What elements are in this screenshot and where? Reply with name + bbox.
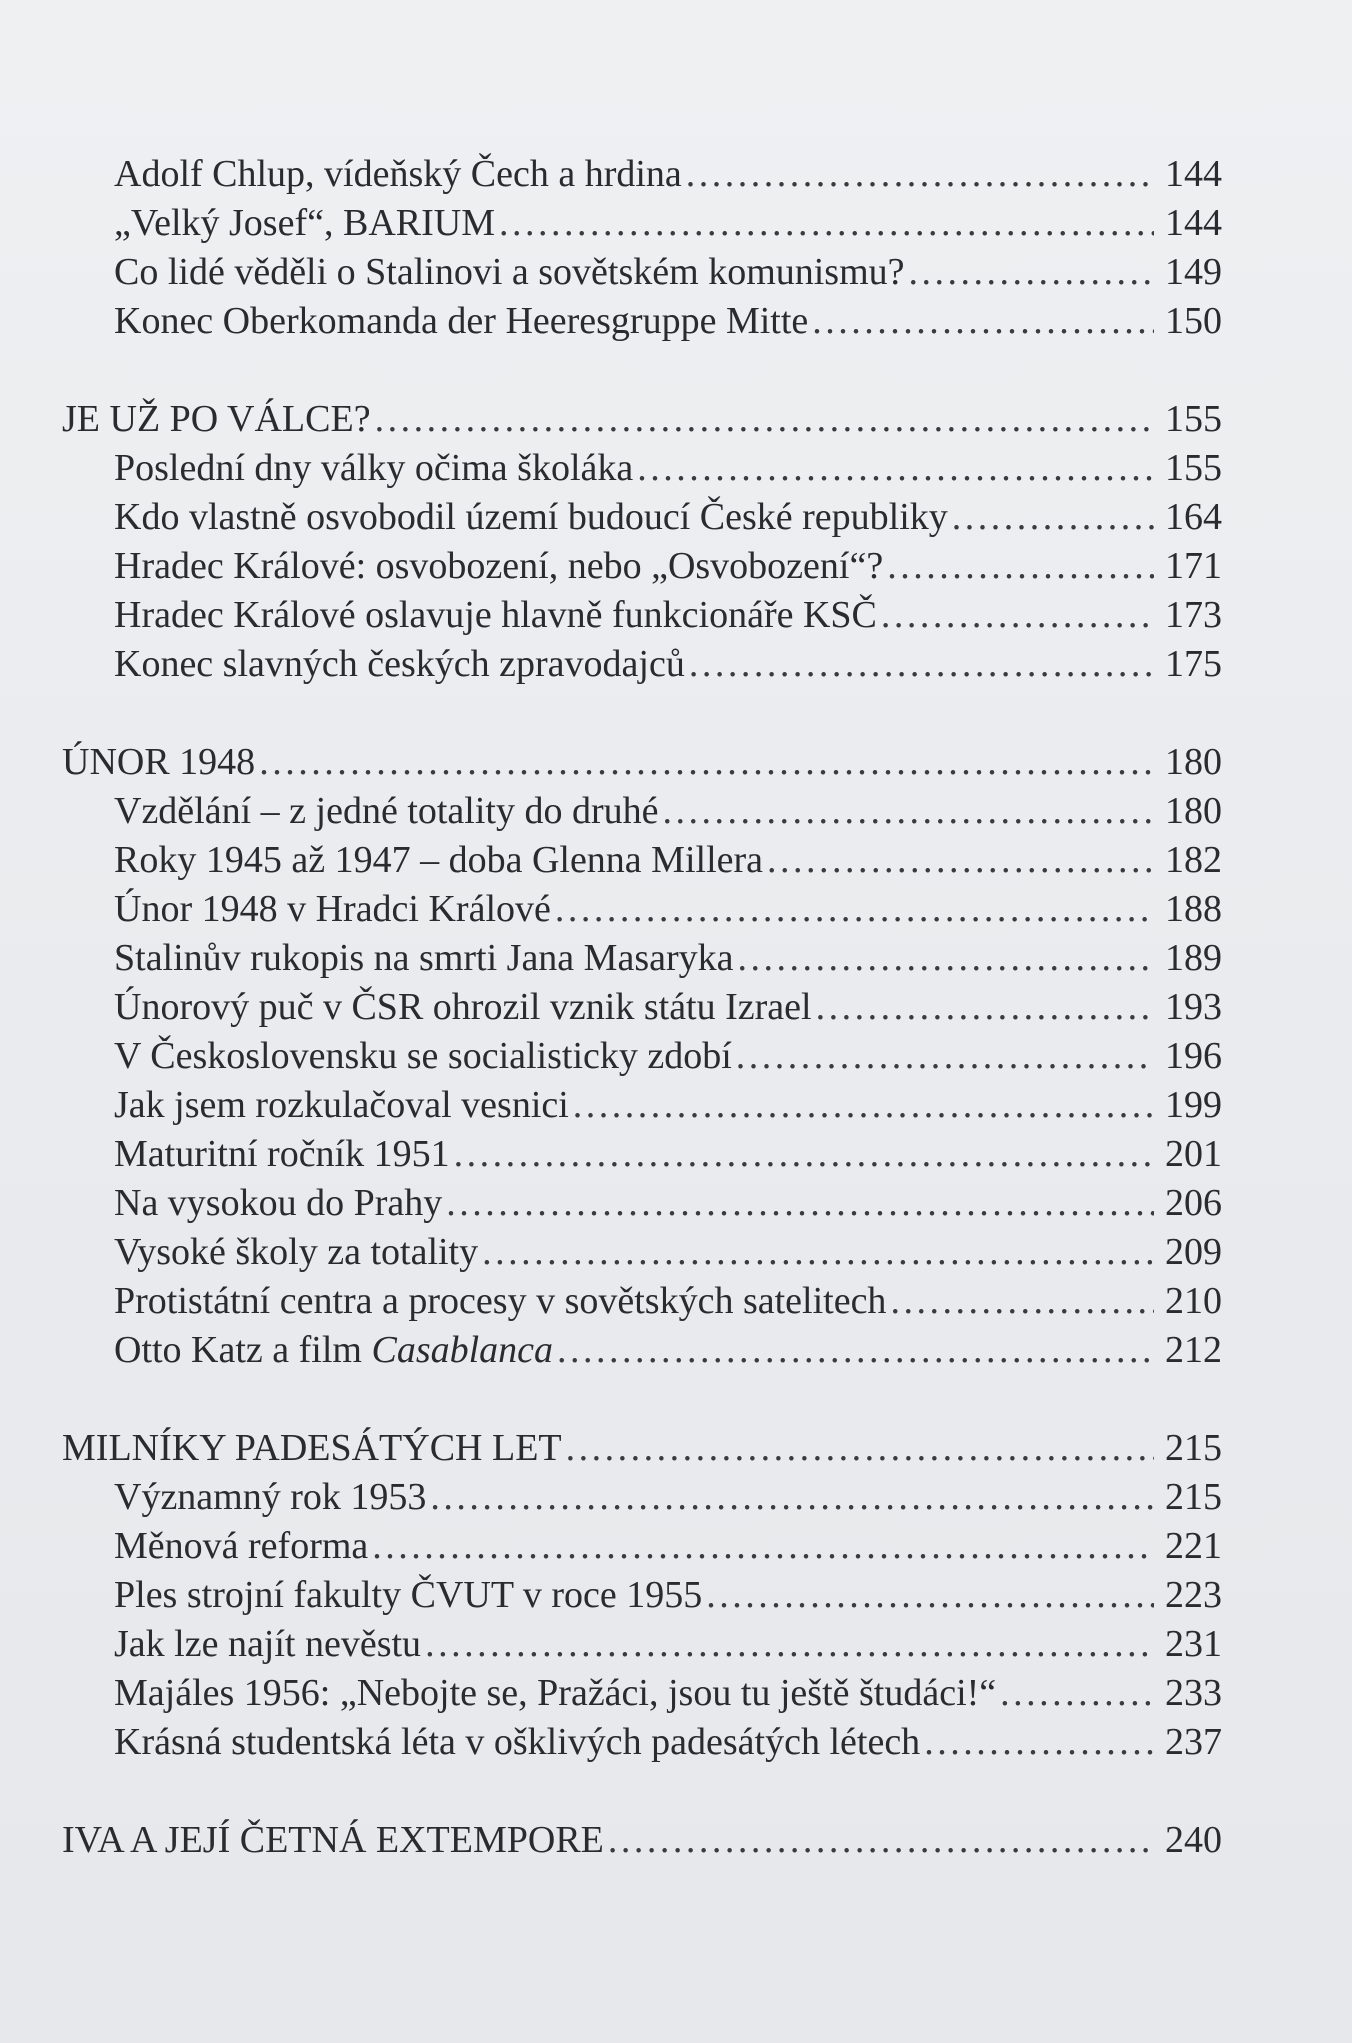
toc-chapter-entry [0,395,1352,444]
toc-subentry [0,591,1352,640]
toc-entry-title: Krásná studentská léta v ošklivých padesátých létech [114,1721,921,1763]
toc-entry-title: Hradec Králové oslavuje hlavně funkcionáře KSČ [114,594,877,636]
toc-subentry [0,787,1352,836]
toc-subentry [0,983,1352,1032]
toc-entry-title: IVA A JEJÍ ČETNÁ EXTEMPORE [62,1819,604,1861]
toc-subentry [0,150,1352,199]
dot-leader [887,542,1154,591]
toc-page-number: 193 [1165,986,1222,1028]
dot-leader [566,1424,1154,1473]
dot-leader [689,640,1154,689]
dot-leader [924,1718,1154,1767]
toc-entry-title: Kdo vlastně osvobodil území budoucí České republiky [114,496,948,538]
dot-leader [425,1620,1154,1669]
dot-leader [557,1326,1154,1375]
toc-page-number: 240 [1165,1819,1222,1861]
toc-page-number: 212 [1165,1329,1222,1371]
toc-subentry [0,248,1352,297]
toc-page-number: 171 [1165,545,1222,587]
toc-page-number: 189 [1165,937,1222,979]
toc-page-number: 209 [1165,1231,1222,1273]
toc-entry-title: Na vysokou do Prahy [114,1182,443,1224]
dot-leader [663,787,1155,836]
toc-page-number: 221 [1165,1525,1222,1567]
toc-entry-title: MILNÍKY PADESÁTÝCH LET [62,1427,562,1469]
toc-entry-title: Ples strojní fakulty ČVUT v roce 1955 [114,1574,703,1616]
toc-subentry [0,1228,1352,1277]
toc-subentry [0,297,1352,346]
toc-subentry [0,1620,1352,1669]
toc-entry-title: Protistátní centra a procesy v sovětských satelitech [114,1280,887,1322]
toc-subentry [0,1669,1352,1718]
toc-subentry [0,934,1352,983]
toc-page-number: 215 [1165,1427,1222,1469]
toc-subentry [0,885,1352,934]
toc-subentry [0,199,1352,248]
toc-subentry [0,1571,1352,1620]
dot-leader [446,1179,1154,1228]
toc-page-number: 231 [1165,1623,1222,1665]
toc-subentry [0,444,1352,493]
toc-subentry [0,640,1352,689]
dot-leader [372,1522,1154,1571]
toc-subentry [0,1179,1352,1228]
table-of-contents [0,150,1352,1865]
dot-leader [637,444,1154,493]
toc-entry-title: Konec slavných českých zpravodajců [114,643,685,685]
toc-subentry [0,1473,1352,1522]
dot-leader [375,395,1154,444]
toc-chapter-entry [0,1424,1352,1473]
toc-entry-title: JE UŽ PO VÁLCE? [62,398,371,440]
toc-entry-title-italic: Casablanca [371,1329,554,1371]
dot-leader [259,738,1154,787]
toc-page-number: 196 [1165,1035,1222,1077]
toc-page-number: 164 [1165,496,1222,538]
toc-page-number: 180 [1165,741,1222,783]
toc-page-number: 201 [1165,1133,1222,1175]
toc-entry-title: Poslední dny války očima školáka [114,447,634,489]
toc-page-number: 223 [1165,1574,1222,1616]
toc-entry-title: Vzdělání – z jedné totality do druhé [114,790,659,832]
toc-subentry [0,542,1352,591]
dot-leader [736,1032,1154,1081]
toc-entry-title: Roky 1945 až 1947 – doba Glenna Millera [114,839,764,881]
toc-page-number: 233 [1165,1672,1222,1714]
dot-leader [881,591,1154,640]
toc-subentry [0,1326,1352,1375]
toc-page-number: 206 [1165,1182,1222,1224]
toc-subentry [0,493,1352,542]
dot-leader [706,1571,1154,1620]
toc-entry-title: Hradec Králové: osvobození, nebo „Osvobození“? [114,545,884,587]
toc-entry-title: Jak lze najít nevěstu [114,1623,422,1665]
toc-subentry [0,1277,1352,1326]
dot-leader [909,248,1154,297]
toc-subentry [0,1081,1352,1130]
toc-subentry [0,1032,1352,1081]
toc-entry-title: V Československu se socialisticky zdobí [114,1035,732,1077]
toc-page-number: 149 [1165,251,1222,293]
toc-entry-title: Únorový puč v ČSR ohrozil vznik státu Izrael [114,986,812,1028]
dot-leader [816,983,1154,1032]
toc-entry-title: Otto Katz a film [114,1329,372,1371]
toc-subentry [0,1718,1352,1767]
toc-entry-title: ÚNOR 1948 [62,741,256,783]
toc-entry-title: Maturitní ročník 1951 [114,1133,450,1175]
toc-entry-title: Měnová reforma [114,1525,369,1567]
toc-entry-title: Jak jsem rozkulačoval vesnici [114,1084,569,1126]
dot-leader [1000,1669,1154,1718]
toc-page-number: 173 [1165,594,1222,636]
dot-leader [573,1081,1154,1130]
toc-entry-title: Co lidé věděli o Stalinovi a sovětském komunismu? [114,251,905,293]
dot-leader [812,297,1154,346]
toc-entry-title: Adolf Chlup, vídeňský Čech a hrdina [114,153,682,195]
toc-page-number: 182 [1165,839,1222,881]
toc-page-number: 175 [1165,643,1222,685]
toc-page-number: 144 [1165,202,1222,244]
toc-subentry [0,1130,1352,1179]
toc-page-number: 180 [1165,790,1222,832]
dot-leader [767,836,1154,885]
dot-leader [430,1473,1154,1522]
dot-leader [952,493,1154,542]
dot-leader [686,150,1154,199]
toc-page-number: 188 [1165,888,1222,930]
toc-entry-title: Vysoké školy za totality [114,1231,479,1273]
dot-leader [454,1130,1154,1179]
dot-leader [890,1277,1154,1326]
toc-entry-title: „Velký Josef“, BARIUM [114,202,496,244]
toc-page-number: 215 [1165,1476,1222,1518]
toc-entry-title: Majáles 1956: „Nebojte se, Pražáci, jsou tu ještě študáci!“ [114,1672,997,1714]
toc-entry-title: Významný rok 1953 [114,1476,427,1518]
dot-leader [738,934,1154,983]
toc-page-number: 144 [1165,153,1222,195]
toc-page-number: 155 [1165,447,1222,489]
toc-subentry [0,836,1352,885]
toc-page-number: 210 [1165,1280,1222,1322]
toc-entry-title: Konec Oberkomanda der Heeresgruppe Mitte [114,300,809,342]
toc-page-number: 199 [1165,1084,1222,1126]
toc-entry-title: Únor 1948 v Hradci Králové [114,888,551,930]
dot-leader [555,885,1154,934]
toc-page-number: 155 [1165,398,1222,440]
toc-page-number: 237 [1165,1721,1222,1763]
toc-chapter-entry [0,1816,1352,1865]
toc-chapter-entry [0,738,1352,787]
dot-leader [482,1228,1154,1277]
dot-leader [499,199,1154,248]
dot-leader [608,1816,1154,1865]
toc-entry-title: Stalinův rukopis na smrti Jana Masaryka [114,937,734,979]
toc-page-number: 150 [1165,300,1222,342]
toc-subentry [0,1522,1352,1571]
